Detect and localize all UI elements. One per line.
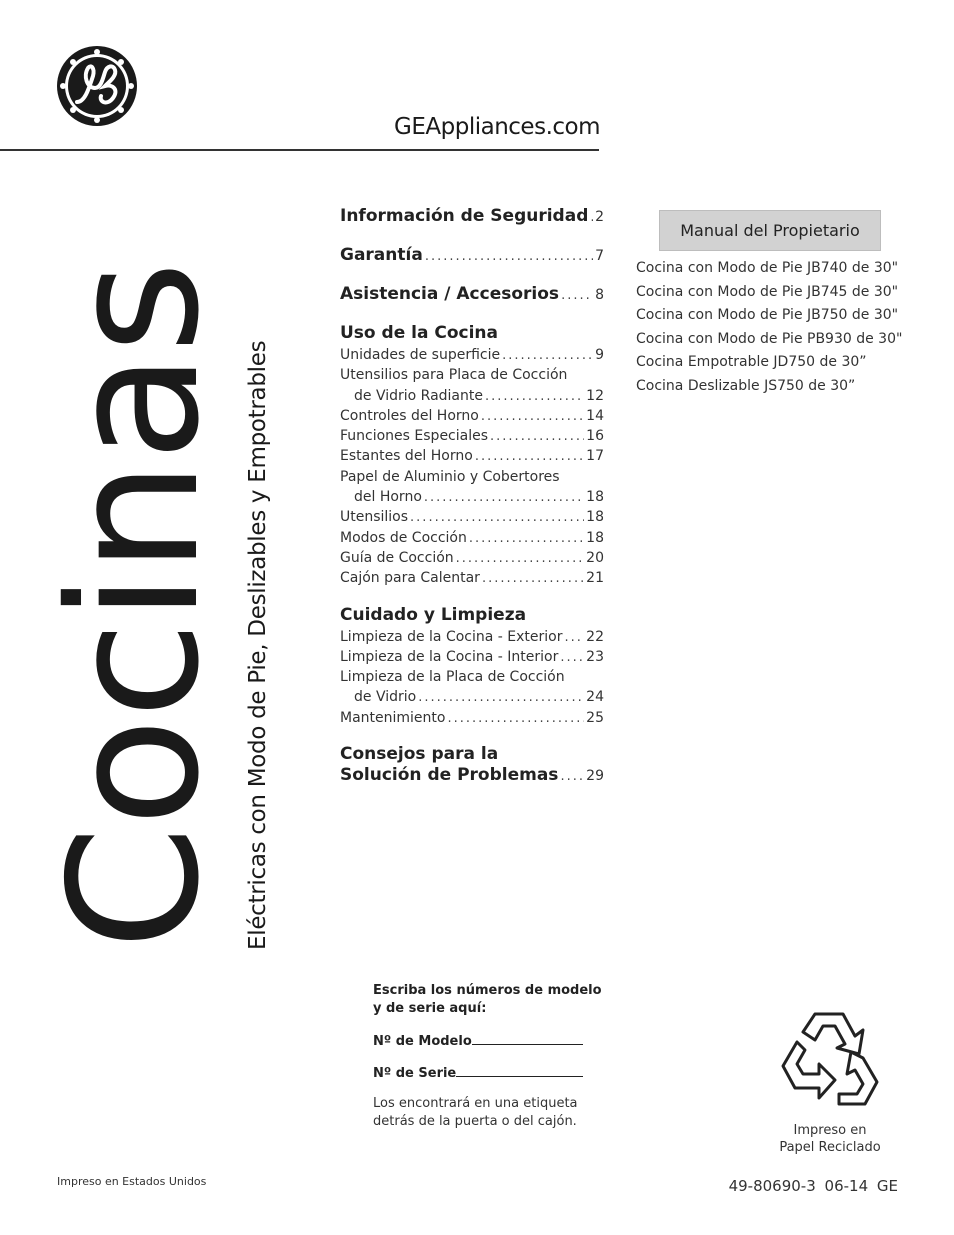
toc-page: 21 — [586, 570, 604, 587]
toc-page: 8 — [595, 287, 604, 303]
list-item: Cocina con Modo de Pie PB930 de 30" — [636, 330, 903, 347]
recycle-line: Papel Reciclado — [779, 1140, 881, 1155]
toc-label: del Horno — [354, 489, 422, 506]
toc-item-papel[interactable]: Papel de Aluminio y Cobertores — [340, 468, 560, 485]
table-of-contents — [340, 206, 604, 789]
toc-item-interior[interactable] — [340, 649, 604, 669]
website-url[interactable]: GEAppliances.com — [394, 114, 600, 140]
toc-page: 18 — [586, 489, 604, 506]
toc-section-consejos: Consejos para la — [340, 744, 499, 765]
toc-label: Solución de Problemas — [340, 765, 559, 786]
toc-item-utensilios[interactable] — [340, 509, 604, 529]
main-title: Cocinas — [31, 261, 238, 950]
toc-label: de Vidrio — [354, 689, 417, 706]
model-number-label: Nº de Modelo — [373, 1034, 472, 1049]
toc-page: 14 — [586, 407, 604, 424]
toc-label: Mantenimiento — [340, 709, 446, 726]
toc-label: Utensilios — [340, 509, 409, 526]
recycle-icon — [775, 1008, 885, 1116]
toc-item-utensilios-placa[interactable]: Utensilios para Placa de Cocción — [340, 367, 568, 384]
toc-item-mantenimiento[interactable] — [340, 710, 604, 730]
toc-label: Garantía — [340, 245, 423, 265]
serial-number-field[interactable] — [373, 1065, 613, 1081]
toc-page: 16 — [586, 428, 604, 445]
toc-item-papel-cont[interactable] — [340, 489, 604, 509]
model-number-blank — [472, 1033, 583, 1045]
serial-number-blank — [456, 1065, 583, 1077]
model-list — [636, 257, 902, 398]
document-number: 49-80690-3 06-14 GE — [728, 1177, 898, 1195]
toc-label: Guía de Cocción — [340, 549, 454, 566]
toc-label: Limpieza de la Cocina - Exterior — [340, 628, 563, 645]
header-rule — [0, 149, 599, 151]
toc-item-unidades[interactable] — [340, 347, 604, 367]
toc-item-modos[interactable] — [340, 530, 604, 550]
toc-label: Estantes del Horno — [340, 448, 473, 465]
toc-item-funciones[interactable] — [340, 428, 604, 448]
toc-label: Información de Seguridad — [340, 206, 589, 226]
toc-item-exterior[interactable] — [340, 629, 604, 649]
model-number-field[interactable] — [373, 1033, 613, 1049]
toc-label: Funciones Especiales — [340, 428, 489, 445]
toc-section-cuidado: Cuidado y Limpieza — [340, 604, 527, 625]
toc-item-placa-cont[interactable] — [340, 689, 604, 709]
serial-number-label: Nº de Serie — [373, 1066, 457, 1081]
ge-logo-icon — [55, 44, 139, 128]
toc-item-seguridad[interactable] — [340, 206, 604, 230]
toc-page: 9 — [595, 347, 604, 363]
toc-label: Cajón para Calentar — [340, 570, 480, 587]
list-item: Cocina con Modo de Pie JB745 de 30" — [636, 283, 899, 300]
list-item: Cocina con Modo de Pie JB750 de 30" — [636, 307, 899, 323]
list-item: Cocina Empotrable JD750 de 30” — [636, 354, 867, 370]
toc-item-guia[interactable] — [340, 550, 604, 570]
toc-item-controles[interactable] — [340, 408, 604, 428]
toc-item-garantia[interactable] — [340, 245, 604, 269]
toc-section-uso: Uso de la Cocina — [340, 323, 498, 343]
toc-page: 25 — [586, 709, 604, 726]
toc-label: Controles del Horno — [340, 407, 479, 424]
printed-in: Impreso en Estados Unidos — [57, 1175, 207, 1188]
toc-page: 24 — [586, 689, 604, 706]
toc-item-asistencia[interactable] — [340, 284, 604, 308]
toc-item-placa[interactable]: Limpieza de la Placa de Cocción — [340, 669, 565, 686]
list-item: Cocina Deslizable JS750 de 30” — [636, 377, 856, 394]
owners-manual-badge: Manual del Propietario — [659, 210, 881, 251]
toc-page: 22 — [586, 628, 604, 645]
toc-label: Asistencia / Accesorios — [340, 284, 560, 304]
toc-item-problemas[interactable] — [340, 765, 604, 789]
toc-item-utensilios-placa-cont[interactable] — [340, 388, 604, 408]
toc-page: 18 — [586, 529, 604, 546]
serial-note: Los encontrará en una etiqueta detrás de la puerta o del cajón. — [373, 1096, 578, 1129]
toc-page: 29 — [586, 768, 604, 785]
toc-page: 2 — [595, 209, 604, 225]
toc-label: Unidades de superficie — [340, 347, 501, 363]
serial-number-section — [373, 982, 613, 1131]
toc-page: 23 — [586, 648, 604, 665]
recycle-line: Impreso en — [793, 1123, 867, 1138]
toc-page: 12 — [586, 387, 604, 404]
subtitle: Eléctricas con Modo de Pie, Deslizables y Empotrables — [245, 340, 271, 950]
toc-page: 18 — [586, 509, 604, 526]
toc-item-estantes[interactable] — [340, 448, 604, 468]
toc-page: 7 — [595, 248, 604, 264]
toc-label: Limpieza de la Cocina - Interior — [340, 648, 559, 665]
recycle-caption — [770, 1122, 890, 1156]
toc-label: Modos de Cocción — [340, 529, 467, 546]
toc-page: 20 — [586, 549, 604, 566]
serial-instruction: Escriba los números de modelo y de serie aquí: — [373, 983, 602, 1016]
toc-page: 17 — [586, 448, 604, 465]
toc-item-cajon[interactable] — [340, 570, 604, 590]
toc-label: de Vidrio Radiante — [354, 387, 483, 404]
list-item: Cocina con Modo de Pie JB740 de 30" — [636, 260, 899, 276]
